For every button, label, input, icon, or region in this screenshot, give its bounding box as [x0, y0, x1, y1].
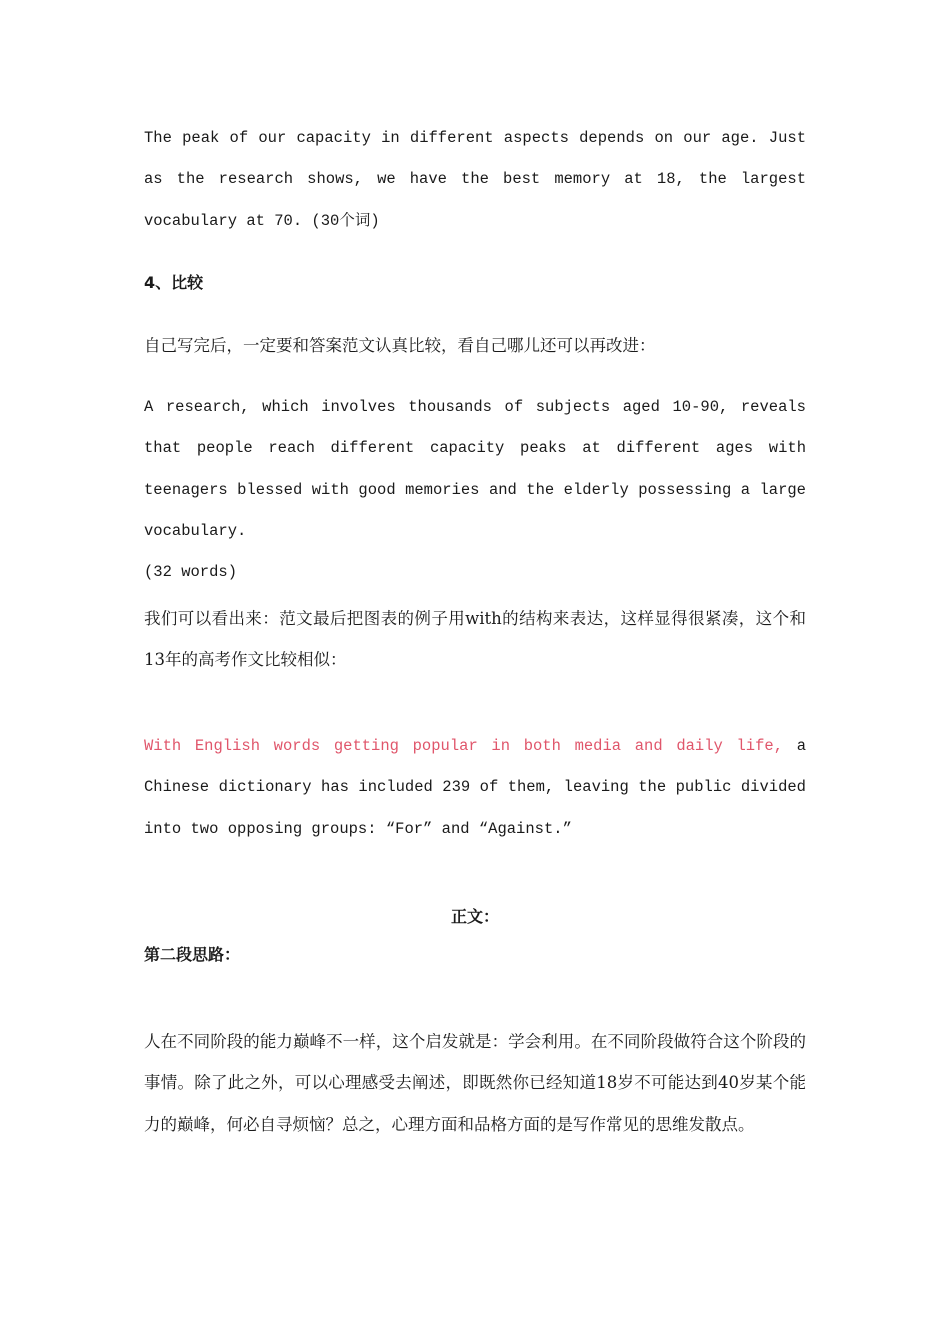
example-highlight: With English words getting popular in both media and daily life,: [144, 737, 784, 755]
model-answer-text: A research, which involves thousands of subjects aged 10-90, reveals that people reach different capacity peaks at different ages with teenagers blessed with good memories and the elderly possessing a large vocabulary.: [144, 398, 806, 540]
main-text-title: 正文：: [450, 907, 499, 926]
summary-paragraph: The peak of our capacity in different aspects depends on our age. Just as the research shows, we have the best memory at 18, the largest vocabulary at 70. (30个词): [144, 129, 806, 230]
model-answer-word-count: (32 words): [144, 563, 238, 582]
example-rest: a Chinese dictionary has included 239 of them, leaving the public divided into two opposing groups: “For” and “Against.”: [144, 737, 807, 838]
compare-intro: 自己写完后，一定要和答案范文认真比较，看自己哪儿还可以再改进：: [144, 336, 656, 355]
example-paragraph: [144, 726, 806, 850]
second-paragraph-subheading: 第二段思路：: [144, 945, 241, 964]
model-answer-paragraph: [144, 387, 806, 593]
main-text-body: 人在不同阶段的能力巅峰不一样，这个启发就是：学会利用。在不同阶段做符合这个阶段的事情。除了此之外，可以心理感受去阐述，即既然你已经知道18岁不可能达到40岁某个能力的巅峰，何必自寻烦恼？总之，心理方面和品格方面的是写作常见的思维发散点。: [144, 1032, 806, 1134]
analysis-paragraph: 我们可以看出来：范文最后把图表的例子用with的结构来表达，这样显得很紧凑，这个和13年的高考作文比较相似：: [144, 609, 806, 670]
section-heading-compare: 4、比较: [144, 273, 204, 292]
